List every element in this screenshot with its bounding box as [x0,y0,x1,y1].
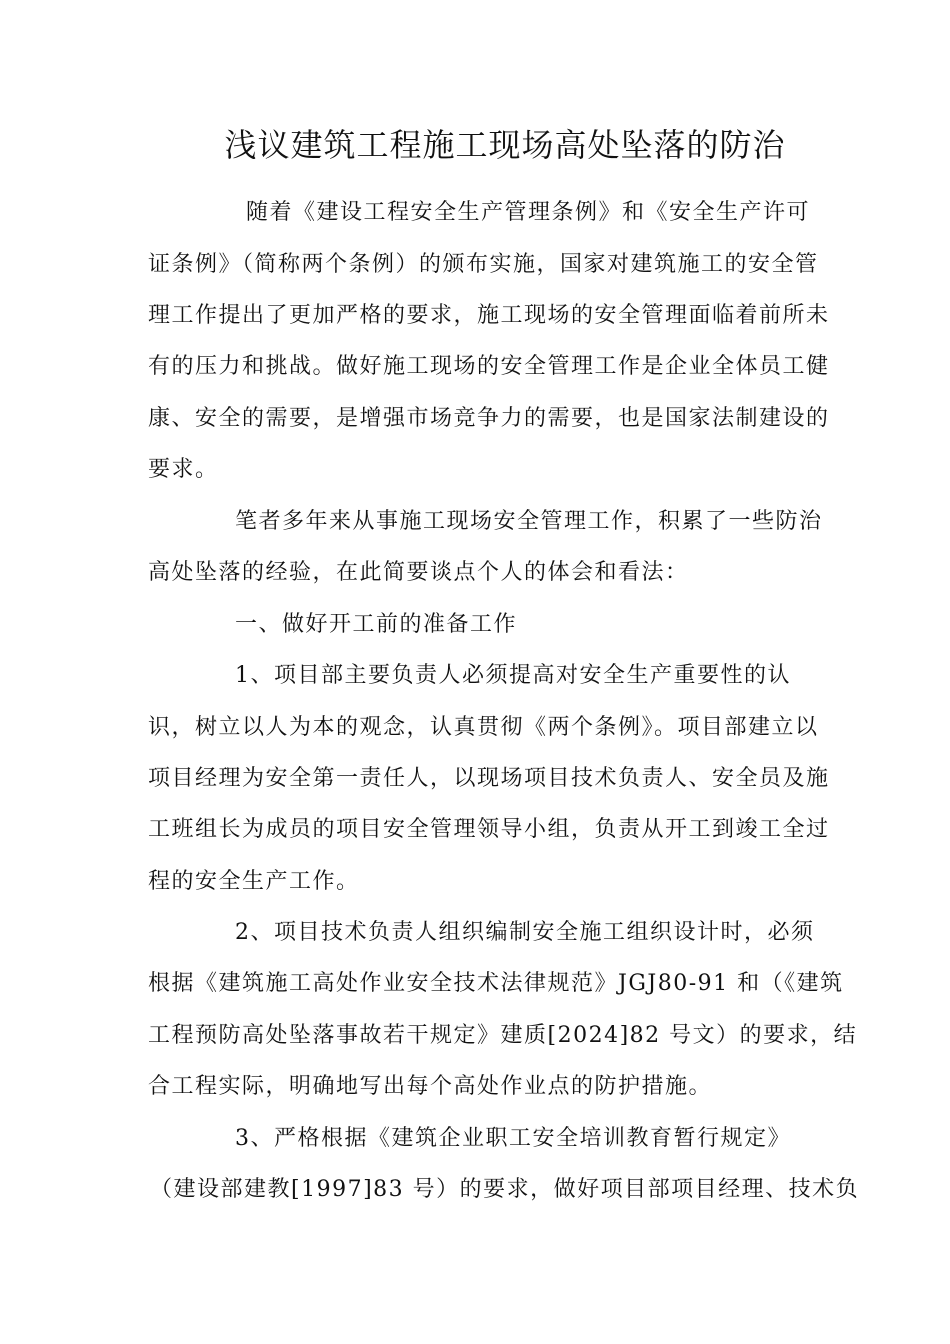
paragraph-line: 理工作提出了更加严格的要求，施工现场的安全管理面临着前所未 [148,303,830,328]
paragraph-line: 随着《建设工程安全生产管理条例》和《安全生产许可 [246,200,811,225]
paragraph-line: 项目经理为安全第一责任人，以现场项目技术负责人、安全员及施 [148,766,830,791]
paragraph-line: 识，树立以人为本的观念，认真贯彻《两个条例》。项目部建立以 [148,715,819,740]
paragraph-line: 程的安全生产工作。 [148,869,360,894]
paragraph-line: 工班组长为成员的项目安全管理领导小组，负责从开工到竣工全过 [148,817,830,842]
document-title: 浅议建筑工程施工现场高处坠落的防治 [224,126,786,164]
paragraph-line: 证条例》（简称两个条例）的颁布实施，国家对建筑施工的安全管 [148,252,819,277]
paragraph-line: 康、安全的需要，是增强市场竞争力的需要，也是国家法制建设的 [148,406,830,431]
paragraph-line: 1、项目部主要负责人必须提高对安全生产重要性的认 [235,663,791,688]
paragraph-line: （建设部建教[1997]83 号）的要求，做好项目部项目经理、技术负 [150,1177,860,1202]
paragraph-line: 合工程实际，明确地写出每个高处作业点的防护措施。 [148,1074,713,1099]
section-heading: 一、做好开工前的准备工作 [235,612,518,637]
paragraph-line: 要求。 [148,457,219,482]
paragraph-line: 3、严格根据《建筑企业职工安全培训教育暂行规定》 [235,1126,791,1151]
paragraph-line: 工程预防高处坠落事故若干规定》建质[2024]82 号文）的要求，结 [148,1023,858,1048]
paragraph-line: 有的压力和挑战。做好施工现场的安全管理工作是企业全体员工健 [148,354,830,379]
paragraph-line: 高处坠落的经验，在此简要谈点个人的体会和看法： [148,560,689,585]
paragraph-line: 笔者多年来从事施工现场安全管理工作，积累了一些防治 [235,509,823,534]
paragraph-line: 根据《建筑施工高处作业安全技术法律规范》JGJ80-91 和（《建筑 [148,971,844,996]
paragraph-line: 2、项目技术负责人组织编制安全施工组织设计时，必须 [235,920,815,945]
